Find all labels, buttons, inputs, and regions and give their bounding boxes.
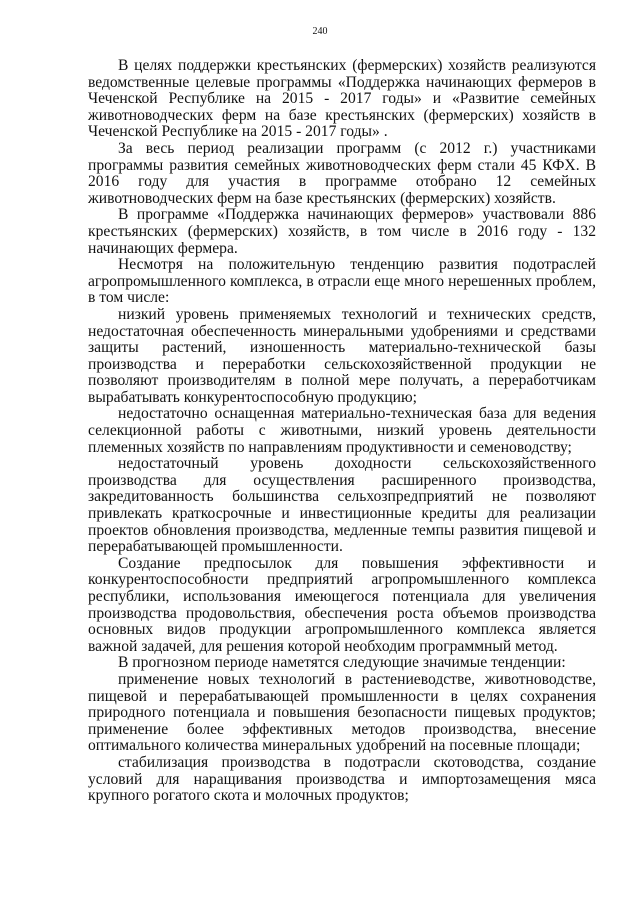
paragraph-trend-new-technologies: применение новых технологий в растениеводстве, животноводстве, пищевой и перерабатывающей промышленности в целях сохранения природного потенциала и повышения безопасности пищевых продуктов; применение более эффективных методов производства, внесение оптимального количества минеральных удобрений на посевные площади; [88,670,596,755]
paragraph-farm-support-programs: В целях поддержки крестьянских (фермерских) хозяйств реализуются ведомственные целевые программы «Поддержка начинающих фермеров в Чеченской Республике на 2015 - 2017 годы» и «Развитие семейных животноводческих ферм на базе крестьянских (фермерских) хозяйств в Чеченской Республике на 2015 - 2017 годы» . [88,57,596,141]
document-body [88,58,596,805]
paragraph-unresolved-problems: Несмотря на положительную тенденцию развития подотраслей агропромышленного комплекса, в отрасли еще много нерешенных проблем, в том числе: [88,256,596,307]
paragraph-forecast-trends: В прогнозном периоде наметятся следующие значимые тенденции: [118,654,566,672]
paragraph-problem-technology: низкий уровень применяемых технологий и технических средств, недостаточная обеспеченность минеральными удобрениями и средствами защиты растений, изношенность материально-технической базы производства и переработки сельскохозяйственной продукции не позволяют производителям в полной мере получать, а переработчикам вырабатывать конкурентоспособную продукцию; [88,305,596,406]
paragraph-trend-livestock: стабилизация производства в подотрасли скотоводства, создание условий для наращивания производства и импортозамещения мяса крупного рогатого скота и молочных продуктов; [88,753,596,805]
page-number: 240 [312,26,328,37]
paragraph-program-method: Создание предпосылок для повышения эффективности и конкурентоспособности предприятий агропромышленного комплекса республики, использования имеющегося потенциала для увеличения производства продовольствия, обеспечения роста объемов производства основных видов продукции агропромышленного комплекса является важной задачей, для решения которой необходим программный метод. [88,554,596,655]
paragraph-beginning-farmers: В программе «Поддержка начинающих фермеров» участвовали 886 крестьянских (фермерских) хозяйств, в том числе в 2016 году - 132 начинающих фермера. [88,206,596,257]
paragraph-problem-breeding: недостаточно оснащенная материально-техническая база для ведения селекционной работы с животными, низкий уровень деятельности племенных хозяйств по направлениям продуктивности и семеноводству; [88,405,596,456]
paragraph-program-participants: За весь период реализации программ (с 2012 г.) участниками программы развития семейных животноводческих ферм стали 45 КФХ. В 2016 году для участия в программе отобрано 12 семейных животноводческих ферм на базе крестьянских (фермерских) хозяйств. [88,139,596,207]
paragraph-problem-profitability: недостаточный уровень доходности сельскохозяйственного производства для осуществления расширенного производства, закредитованность большинства сельхозпредприятий не позволяют привлекать краткосрочные и инвестиционные кредиты для реализации проектов обновления производства, медленные темпы развития пищевой и перерабатывающей промышленности. [88,455,596,556]
